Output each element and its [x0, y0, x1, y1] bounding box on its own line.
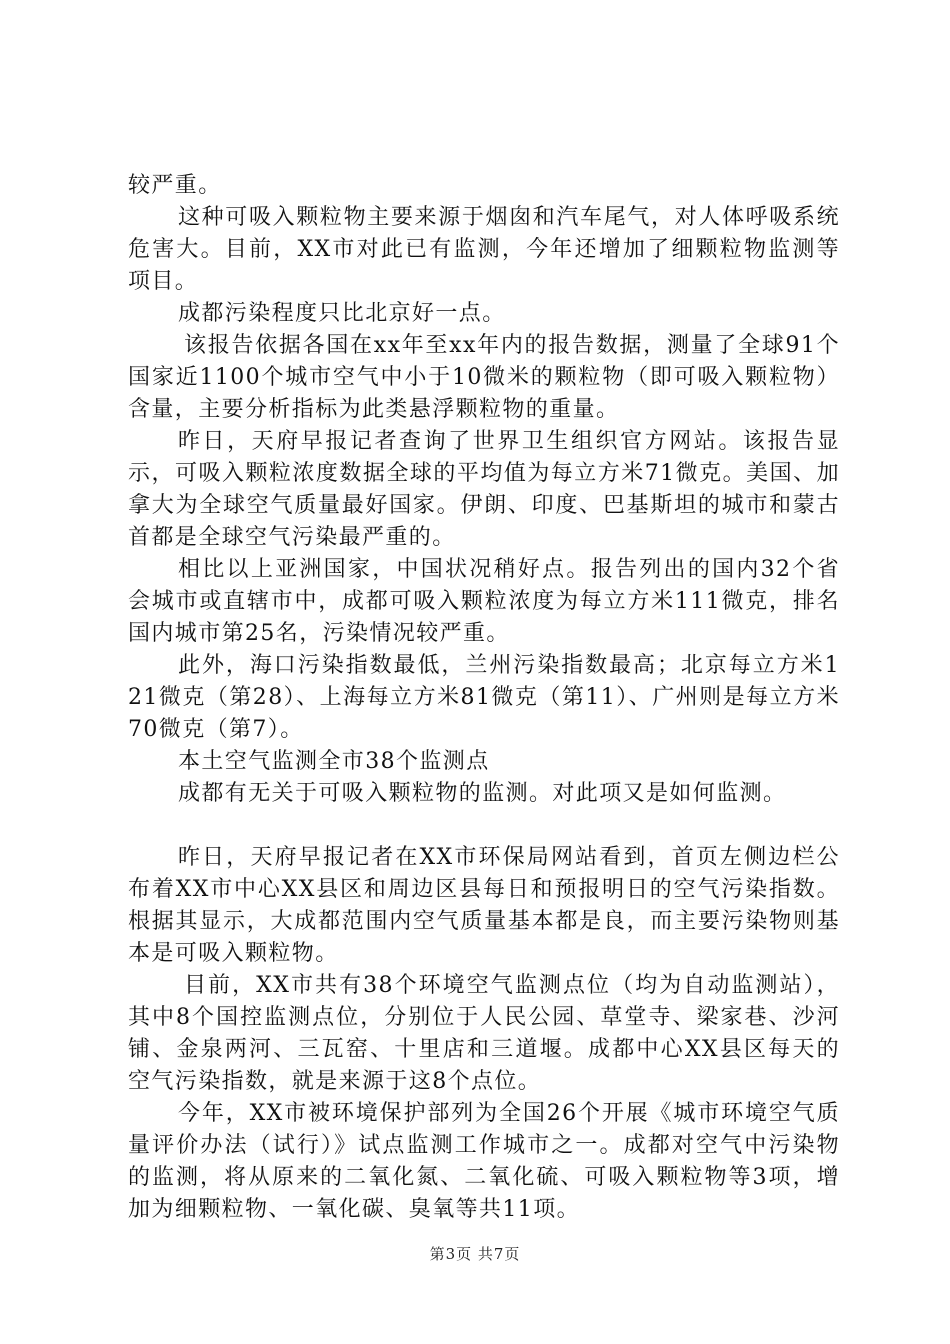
subheading-monitoring-points: 本土空气监测全市38个监测点 [178, 749, 490, 774]
paragraph-monitoring-question: 成都有无关于可吸入颗粒物的监测。对此项又是如何监测。 [178, 781, 787, 806]
paragraph-report-basis: 该报告依据各国在xx年至xx年内的报告数据，测量了全球91个国家近1100个城市空气中小于10微米的颗粒物（即可吸入颗粒物）含量，主要分析指标为此类悬浮颗粒物的重量。 [128, 333, 840, 422]
paragraph-pollution-source: 这种可吸入颗粒物主要来源于烟囱和汽车尾气，对人体呼吸系统危害大。目前，XX市对此已有监测，今年还增加了细颗粒物监测等项目。 [128, 205, 840, 294]
paragraph-pilot-city: 今年，XX市被环境保护部列为全国26个开展《城市环境空气质量评价办法（试行）》试点监测工作城市之一。成都对空气中污染物的监测，将从原来的二氧化氮、二氧化硫、可吸入颗粒物等3项，增加为细颗粒物、一氧化碳、臭氧等共11项。 [128, 1101, 840, 1222]
document-body [128, 170, 840, 1226]
paragraph-china-status: 相比以上亚洲国家，中国状况稍好点。报告列出的国内32个省会城市或直辖市中，成都可吸入颗粒浓度为每立方米111微克，排名国内城市第25名，污染情况较严重。 [128, 557, 840, 646]
paragraph-epb-website: 昨日，天府早报记者在XX市环保局网站看到，首页左侧边栏公布着XX市中心XX县区和周边区县每日和预报明日的空气污染指数。根据其显示，大成都范围内空气质量基本都是良，而主要污染物则基本是可吸入颗粒物。 [128, 845, 840, 966]
paragraph-city-rankings: 此外，海口污染指数最低，兰州污染指数最高；北京每立方米121微克（第28）、上海每立方米81微克（第11）、广州则是每立方米70微克（第7）。 [128, 653, 840, 742]
subheading-chengdu-pollution: 成都污染程度只比北京好一点。 [178, 301, 506, 326]
paragraph-monitoring-stations: 目前，XX市共有38个环境空气监测点位（均为自动监测站），其中8个国控监测点位，分别位于人民公园、草堂寺、梁家巷、沙河铺、金泉两河、三瓦窑、十里店和三道堰。成都中心XX县区每天的空气污染指数，就是来源于这8个点位。 [128, 973, 840, 1094]
paragraph-gap [128, 810, 840, 842]
page-number: 第3页 共7页 [429, 1245, 521, 1263]
paragraph-who-report: 昨日，天府早报记者查询了世界卫生组织官方网站。该报告显示，可吸入颗粒浓度数据全球的平均值为每立方米71微克。美国、加拿大为全球空气质量最好国家。伊朗、印度、巴基斯坦的城市和蒙古首都是全球空气污染最严重的。 [128, 429, 840, 550]
paragraph-continuation: 较严重。 [128, 173, 222, 198]
